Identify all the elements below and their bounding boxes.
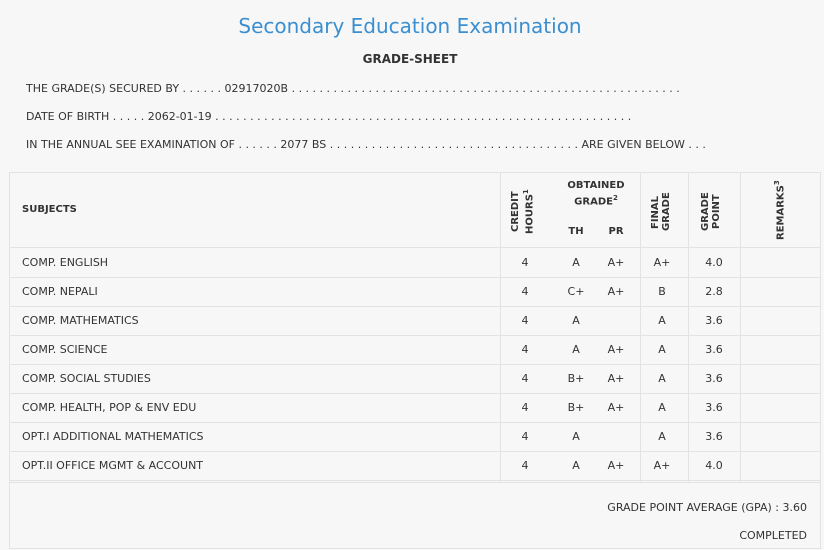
subject-cell: COMP. HEALTH, POP & ENV EDU [22,401,197,414]
subject-cell: COMP. SCIENCE [22,343,108,356]
row-divider [9,393,821,394]
header-grade-point: GRADE POINT [700,192,722,232]
th-grade-cell: A [572,343,580,356]
credit-cell: 4 [521,430,529,443]
th-grade-cell: A [572,314,580,327]
row-divider [9,422,821,423]
row-divider [9,451,821,452]
credit-cell: 4 [521,401,529,414]
table-left-rule [9,172,10,548]
exam-suffix: ARE GIVEN BELOW . . . [581,138,706,151]
page-bottom-rule [9,548,821,549]
gpa-value: 3.60 [782,501,807,514]
final-grade-cell: A+ [653,459,671,472]
credit-cell: 4 [521,459,529,472]
credit-cell: 4 [521,285,529,298]
final-grade-cell: A+ [653,256,671,269]
table-top-rule [9,172,821,173]
gpa-line [607,501,807,514]
final-grade-cell: A [658,343,666,356]
exam-label: IN THE ANNUAL SEE EXAMINATION OF [26,138,235,151]
pr-grade-cell: A+ [607,256,625,269]
secured-by-line: THE GRADE(S) SECURED BY . . . . . . 02917020B . . . . . . . . . . . . . . . . . . . . . . . . . . . . . . . . . . . . . . . . . . . . . . . . . . . . . . . . [26,82,680,95]
pr-grade-cell: A+ [607,372,625,385]
grade-point-cell: 3.6 [705,372,723,385]
exam-line: IN THE ANNUAL SEE EXAMINATION OF . . . . . . 2077 BS . . . . . . . . . . . . . . . . . . . . . . . . . . . . . . . . . . . . ARE GIVEN BELOW . . . [26,138,706,151]
completion-status: COMPLETED [739,529,807,542]
table-right-rule [820,172,821,548]
th-grade-cell: C+ [567,285,585,298]
grade-point-cell: 3.6 [705,343,723,356]
credit-cell: 4 [521,314,529,327]
grade-sheet-heading: GRADE-SHEET [362,52,458,66]
grade-point-cell: 4.0 [705,459,723,472]
subject-cell: COMP. ENGLISH [22,256,109,269]
grade-point-cell: 2.8 [705,285,723,298]
pr-grade-cell: A+ [607,401,625,414]
table-bottom-rule [9,482,821,483]
header-subjects: SUBJECTS [22,204,77,215]
exam-value: 2077 BS [280,138,327,151]
final-grade-cell: A [658,430,666,443]
exam-title: Secondary Education Examination [238,14,582,38]
th-grade-cell: B+ [567,401,585,414]
header-bottom-rule [9,247,821,248]
final-grade-cell: A [658,314,666,327]
subject-cell: COMP. MATHEMATICS [22,314,139,327]
secured-by-value: 02917020B [224,82,289,95]
credit-cell: 4 [521,256,529,269]
th-grade-cell: A [572,459,580,472]
th-grade-cell: A [572,256,580,269]
dob-label: DATE OF BIRTH [26,110,110,123]
subject-cell: OPT.II OFFICE MGMT & ACCOUNT [22,459,204,472]
row-divider [9,364,821,365]
header-final-grade: FINAL GRADE [650,192,672,232]
pr-grade-cell: A+ [607,459,625,472]
dob-value: 2062-01-19 [147,110,212,123]
final-grade-cell: A [658,401,666,414]
grade-point-cell: 4.0 [705,256,723,269]
grade-point-cell: 3.6 [705,314,723,327]
header-credit-hours: CREDIT HOURS$^1$ [510,189,536,235]
final-grade-cell: B [658,285,666,298]
secured-by-label: THE GRADE(S) SECURED BY [26,82,180,95]
pr-grade-cell: A+ [607,285,625,298]
row-divider [9,335,821,336]
gpa-label: GRADE POINT AVERAGE (GPA) : [607,501,779,514]
grade-point-cell: 3.6 [705,430,723,443]
credit-cell: 4 [521,372,529,385]
final-grade-cell: A [658,372,666,385]
th-grade-cell: B+ [567,372,585,385]
header-th: TH [568,226,584,237]
header-remarks: REMARKS$^3$ [773,180,787,240]
pr-grade-cell: A+ [607,343,625,356]
row-divider [9,306,821,307]
col-divider-remarks [740,172,741,482]
subject-cell: COMP. SOCIAL STUDIES [22,372,151,385]
credit-cell: 4 [521,343,529,356]
row-divider [9,480,821,481]
subject-cell: OPT.I ADDITIONAL MATHEMATICS [22,430,204,443]
row-divider [9,277,821,278]
dob-line: DATE OF BIRTH . . . . . 2062-01-19 . . . . . . . . . . . . . . . . . . . . . . . . . . . . . . . . . . . . . . . . . . . . . . . . . . . . . . . . . . . . [26,110,632,123]
header-pr: PR [608,226,624,237]
th-grade-cell: A [572,430,580,443]
subject-cell: COMP. NEPALI [22,285,98,298]
header-obtained-grade: OBTAINED GRADE$^2$ [567,180,625,208]
grade-point-cell: 3.6 [705,401,723,414]
